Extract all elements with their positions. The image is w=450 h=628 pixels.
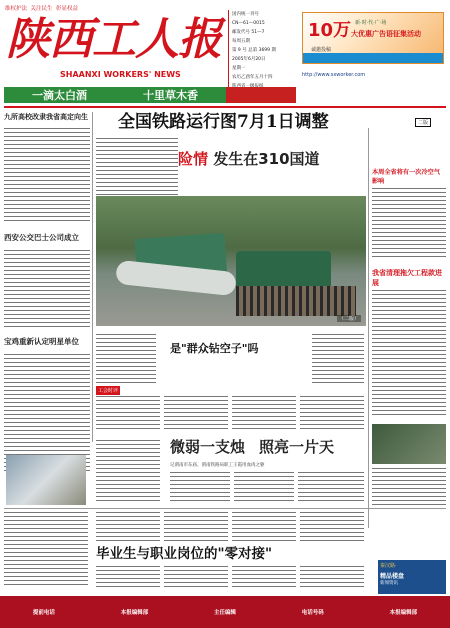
slogan-1: 维权护法	[5, 6, 28, 12]
slogan-bar-left: 一滴太白酒	[32, 89, 87, 102]
footer-item: 本报编辑部	[389, 610, 418, 616]
slogan-bar-right: 十里草木香	[143, 89, 198, 102]
footer-item: 电话号码	[301, 610, 324, 616]
left-article-title: 九所高校改隶我省高定向生	[4, 113, 88, 121]
top-slogan-bar	[5, 4, 255, 14]
bottom-col-3	[232, 566, 296, 590]
masthead-title: 陕西工人报	[6, 14, 221, 65]
footer-bar	[0, 596, 450, 628]
lower-left-text	[4, 512, 88, 588]
left-column-rule	[92, 112, 93, 442]
photo-headline-b: 发生在310国道	[213, 150, 320, 168]
right-article-title: 本周全省将有一次冷空气影响	[372, 169, 441, 185]
info-line: 2005年6月20日	[232, 57, 266, 62]
ad-top-right[interactable]	[302, 12, 444, 64]
lower-col-1	[96, 512, 160, 542]
left-article-title: 西安公交巴士公司成立	[4, 233, 79, 242]
banner-col-3	[234, 472, 294, 502]
footer-item: 主任编辑	[213, 610, 236, 616]
banner-headline	[170, 436, 370, 462]
banner-col-4	[298, 472, 364, 502]
slogan-2: 关注民生	[30, 6, 53, 12]
left-article-title: 宝鸡重新认定明星单位	[4, 337, 79, 346]
left-article-body	[4, 250, 90, 328]
bottom-ad-2: 精品楼盘	[380, 573, 405, 580]
article-col-3	[232, 396, 296, 432]
lower-col-4	[300, 512, 364, 542]
info-line: 农历乙酉年五月十四	[232, 75, 273, 80]
right-article-title: 我省清理拖欠工程款进展	[372, 269, 442, 287]
crowd	[236, 286, 356, 316]
main-headline: 全国铁路运行图7月1日调整	[118, 112, 329, 132]
main-photo	[96, 196, 366, 326]
lower-divider	[4, 508, 446, 509]
article-col-4	[300, 396, 364, 432]
left-article-body	[4, 128, 90, 224]
bottom-col-4	[300, 566, 364, 590]
info-line: 第 9 号 总第 3699 期	[232, 48, 276, 53]
footer-item: 本报编辑部	[120, 610, 149, 616]
right-article-body	[372, 188, 446, 260]
right-photo-caption	[372, 468, 446, 508]
main-tag: 二版	[415, 118, 431, 127]
banner-part-2: 照亮一片天	[259, 438, 335, 456]
slogan-3: 彰显权益	[56, 6, 79, 12]
center-headline: 是"群众钻空子"吗	[170, 342, 259, 355]
footer-item: 提前电话	[32, 610, 55, 616]
center-left-text	[96, 334, 156, 384]
bottom-col-2	[164, 566, 228, 590]
masthead-divider	[4, 106, 446, 108]
photo-headline	[178, 148, 368, 170]
ad-stripe	[303, 53, 444, 63]
right-article-body	[372, 290, 446, 418]
bottom-headline: 毕业生与职业岗位的"零对接"	[96, 546, 273, 562]
lower-col-3	[232, 512, 296, 542]
masthead-english: SHAANXI WORKERS' NEWS	[60, 70, 181, 79]
info-line: 国内统一刊号	[232, 12, 259, 17]
slogan-bar	[4, 87, 226, 103]
photo-caption: （二版）	[338, 316, 359, 322]
banner-sub: 记渭南市东庙、渭南铁路局职工王霞用血肉之躯	[170, 463, 265, 468]
phone-line	[302, 82, 444, 98]
ad-line3: 诚邀投稿	[311, 47, 332, 53]
bottom-col-1	[96, 566, 160, 590]
photo-headline-a: 险情	[178, 150, 209, 168]
bottom-ad-3: 新闻资讯	[380, 581, 398, 586]
main-intro-left	[96, 138, 178, 198]
banner-col-2	[170, 472, 230, 502]
right-column-rule	[368, 128, 369, 528]
ad-headline: 10万	[308, 20, 352, 41]
bottom-ad-1: 秦汉路·	[380, 563, 397, 569]
info-line: CN—61—0015	[232, 21, 265, 26]
info-line: 每周五期	[232, 39, 250, 44]
ad-line2: 大优惠广告语征集活动	[351, 30, 421, 38]
bottom-right-ad[interactable]	[378, 560, 446, 594]
center-right-text	[312, 334, 364, 384]
banner-col-1	[96, 440, 160, 502]
right-column	[372, 128, 446, 528]
article-col-2	[164, 396, 228, 432]
bottom-left-photo	[6, 455, 86, 505]
right-photo	[372, 424, 446, 464]
banner-part-1: 微弱一支烛	[170, 438, 246, 456]
slogan-bar-right-box	[226, 87, 296, 103]
info-line: 星期一	[232, 66, 246, 71]
lower-col-2	[164, 512, 228, 542]
website[interactable]: http://www.sxworker.com	[302, 72, 366, 78]
info-line: 邮发代号 51—7	[232, 30, 265, 35]
ad-line1: 新·时·代·广·场	[355, 20, 387, 26]
op-ed-tag: 工会时评	[98, 388, 119, 394]
article-col-1	[96, 396, 160, 432]
